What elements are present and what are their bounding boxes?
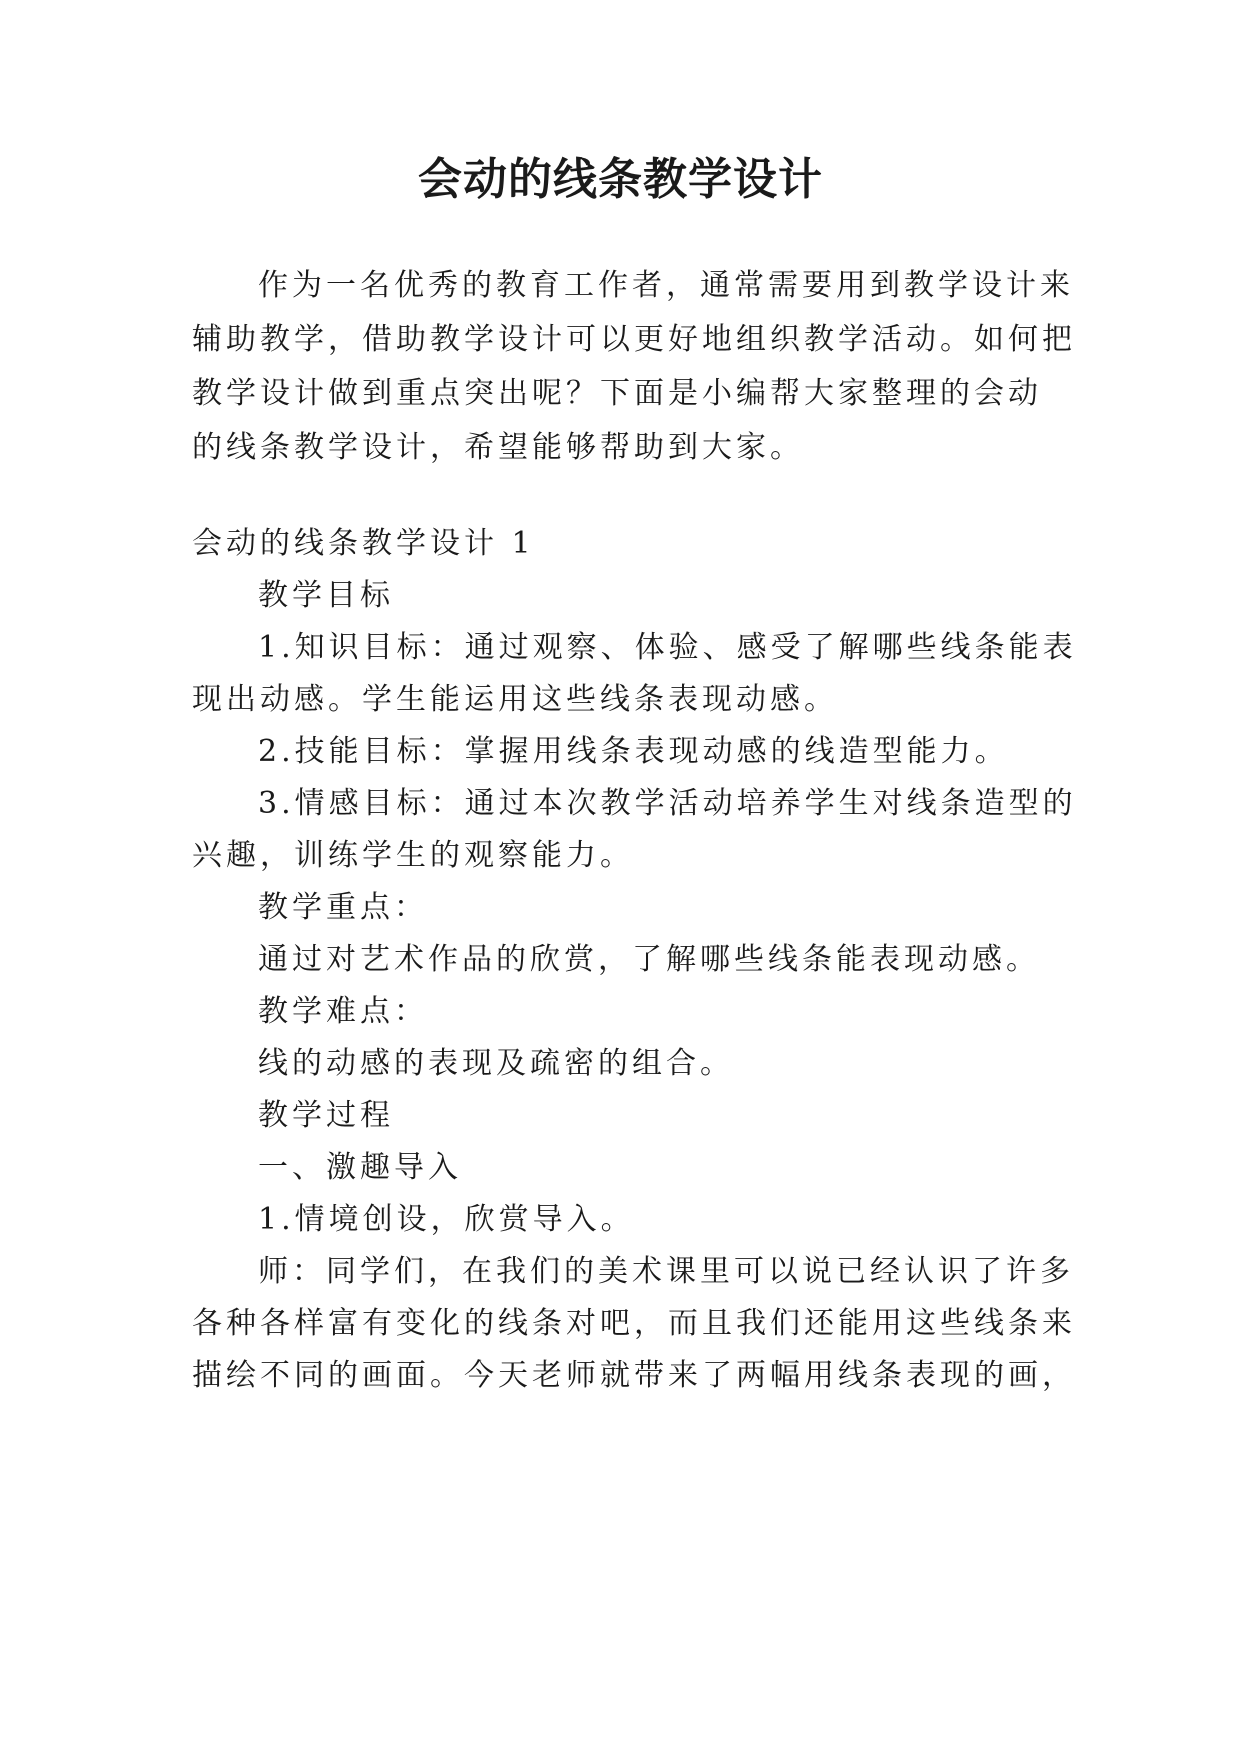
intro-line: 作为一名优秀的教育工作者，通常需要用到教学设计来: [258, 268, 1074, 303]
body-line: 教学重点：: [258, 890, 428, 925]
body-line: 教学过程: [258, 1098, 394, 1133]
body-line: 师：同学们，在我们的美术课里可以说已经认识了许多: [258, 1254, 1074, 1289]
body-line: 描绘不同的画面。今天老师就带来了两幅用线条表现的画，: [192, 1358, 1076, 1393]
body-line: 线的动感的表现及疏密的组合。: [258, 1046, 734, 1081]
section-heading: 会动的线条教学设计 1: [192, 526, 535, 561]
body-line: 1.知识目标：通过观察、体验、感受了解哪些线条能表: [258, 630, 1077, 665]
intro-line: 教学设计做到重点突出呢？下面是小编帮大家整理的会动: [192, 376, 1042, 411]
body-line: 教学目标: [258, 578, 394, 613]
body-line: 2.技能目标：掌握用线条表现动感的线造型能力。: [258, 734, 1009, 769]
body-line: 各种各样富有变化的线条对吧，而且我们还能用这些线条来: [192, 1306, 1076, 1341]
body-line: 通过对艺术作品的欣赏，了解哪些线条能表现动感。: [258, 942, 1040, 977]
intro-line: 辅助教学，借助教学设计可以更好地组织教学活动。如何把: [192, 322, 1076, 357]
intro-line: 的线条教学设计，希望能够帮助到大家。: [192, 430, 804, 465]
body-line: 教学难点：: [258, 994, 428, 1029]
body-line: 1.情境创设，欣赏导入。: [258, 1202, 635, 1237]
body-line: 兴趣，训练学生的观察能力。: [192, 838, 634, 873]
document-title: 会动的线条教学设计: [418, 154, 823, 205]
body-line: 3.情感目标：通过本次教学活动培养学生对线条造型的: [258, 786, 1077, 821]
body-line: 一、激趣导入: [258, 1150, 462, 1185]
body-line: 现出动感。学生能运用这些线条表现动感。: [192, 682, 838, 717]
